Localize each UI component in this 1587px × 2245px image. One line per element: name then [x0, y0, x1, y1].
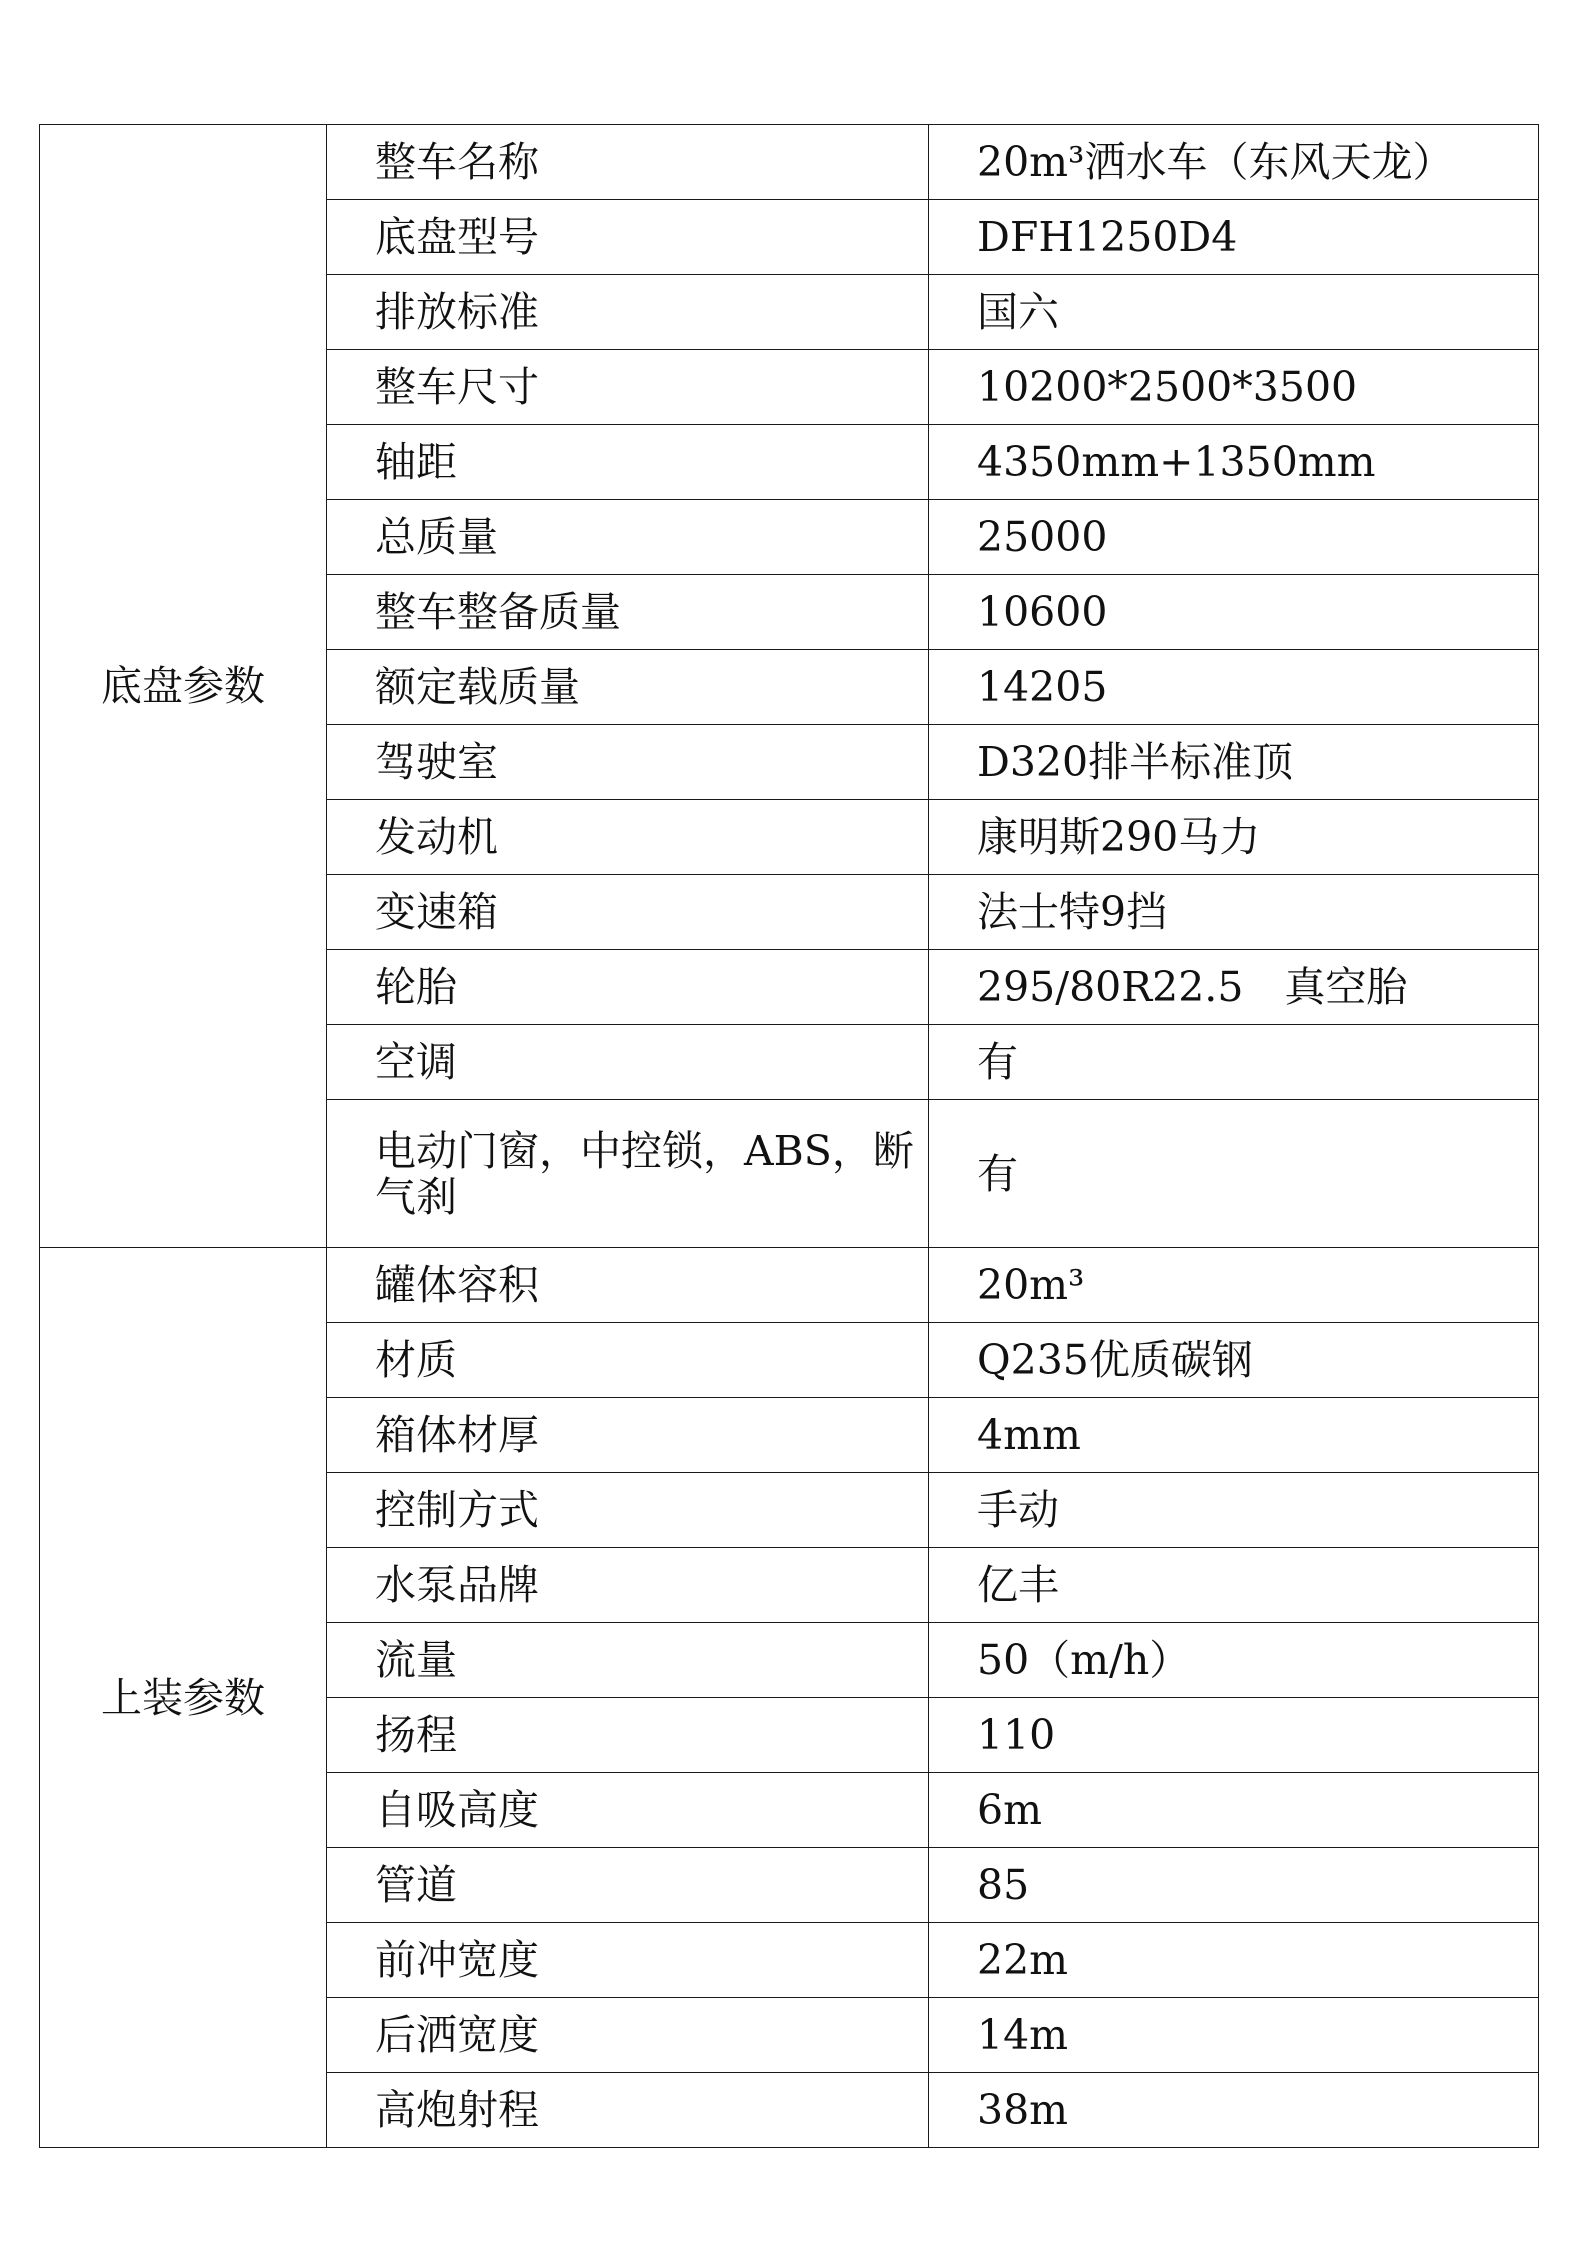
row-value: 法士特9挡 [929, 875, 1539, 950]
row-value: 110 [929, 1698, 1539, 1773]
row-label: 整车尺寸 [327, 350, 929, 425]
section-title-chassis: 底盘参数 [40, 125, 327, 1248]
row-value: 有 [929, 1100, 1539, 1248]
row-value: D320排半标准顶 [929, 725, 1539, 800]
table-row [40, 125, 1539, 200]
row-value: 4mm [929, 1398, 1539, 1473]
row-label: 空调 [327, 1025, 929, 1100]
row-label: 管道 [327, 1848, 929, 1923]
row-value: 14205 [929, 650, 1539, 725]
row-value: 38m [929, 2073, 1539, 2148]
row-label: 流量 [327, 1623, 929, 1698]
row-label: 扬程 [327, 1698, 929, 1773]
row-label: 材质 [327, 1323, 929, 1398]
spec-table [39, 124, 1539, 2148]
row-label: 轴距 [327, 425, 929, 500]
row-label: 前冲宽度 [327, 1923, 929, 1998]
row-value: 康明斯290马力 [929, 800, 1539, 875]
row-label: 水泵品牌 [327, 1548, 929, 1623]
row-value: 6m [929, 1773, 1539, 1848]
row-label: 后洒宽度 [327, 1998, 929, 2073]
row-value: 手动 [929, 1473, 1539, 1548]
row-value: 10200*2500*3500 [929, 350, 1539, 425]
row-label: 电动门窗，中控锁，ABS，断气刹 [327, 1100, 929, 1248]
row-label: 自吸高度 [327, 1773, 929, 1848]
row-label: 额定载质量 [327, 650, 929, 725]
row-label: 轮胎 [327, 950, 929, 1025]
row-label: 高炮射程 [327, 2073, 929, 2148]
row-value: 25000 [929, 500, 1539, 575]
row-label: 驾驶室 [327, 725, 929, 800]
row-label: 变速箱 [327, 875, 929, 950]
row-label: 整车名称 [327, 125, 929, 200]
row-label: 箱体材厚 [327, 1398, 929, 1473]
row-value: 10600 [929, 575, 1539, 650]
row-label: 整车整备质量 [327, 575, 929, 650]
row-value: 有 [929, 1025, 1539, 1100]
row-value: 20m³ [929, 1248, 1539, 1323]
row-value: 50（m/h） [929, 1623, 1539, 1698]
table-row [40, 1248, 1539, 1323]
row-value: 85 [929, 1848, 1539, 1923]
row-label: 控制方式 [327, 1473, 929, 1548]
row-label: 罐体容积 [327, 1248, 929, 1323]
row-value: DFH1250D4 [929, 200, 1539, 275]
row-label: 底盘型号 [327, 200, 929, 275]
row-value: 14m [929, 1998, 1539, 2073]
row-value: 国六 [929, 275, 1539, 350]
row-label: 排放标准 [327, 275, 929, 350]
row-value: 亿丰 [929, 1548, 1539, 1623]
row-value: 20m³洒水车（东风天龙） [929, 125, 1539, 200]
row-label: 发动机 [327, 800, 929, 875]
row-value: Q235优质碳钢 [929, 1323, 1539, 1398]
row-value: 22m [929, 1923, 1539, 1998]
row-value: 295/80R22.5 真空胎 [929, 950, 1539, 1025]
row-value: 4350mm+1350mm [929, 425, 1539, 500]
row-label: 总质量 [327, 500, 929, 575]
section-title-body: 上装参数 [40, 1248, 327, 2148]
